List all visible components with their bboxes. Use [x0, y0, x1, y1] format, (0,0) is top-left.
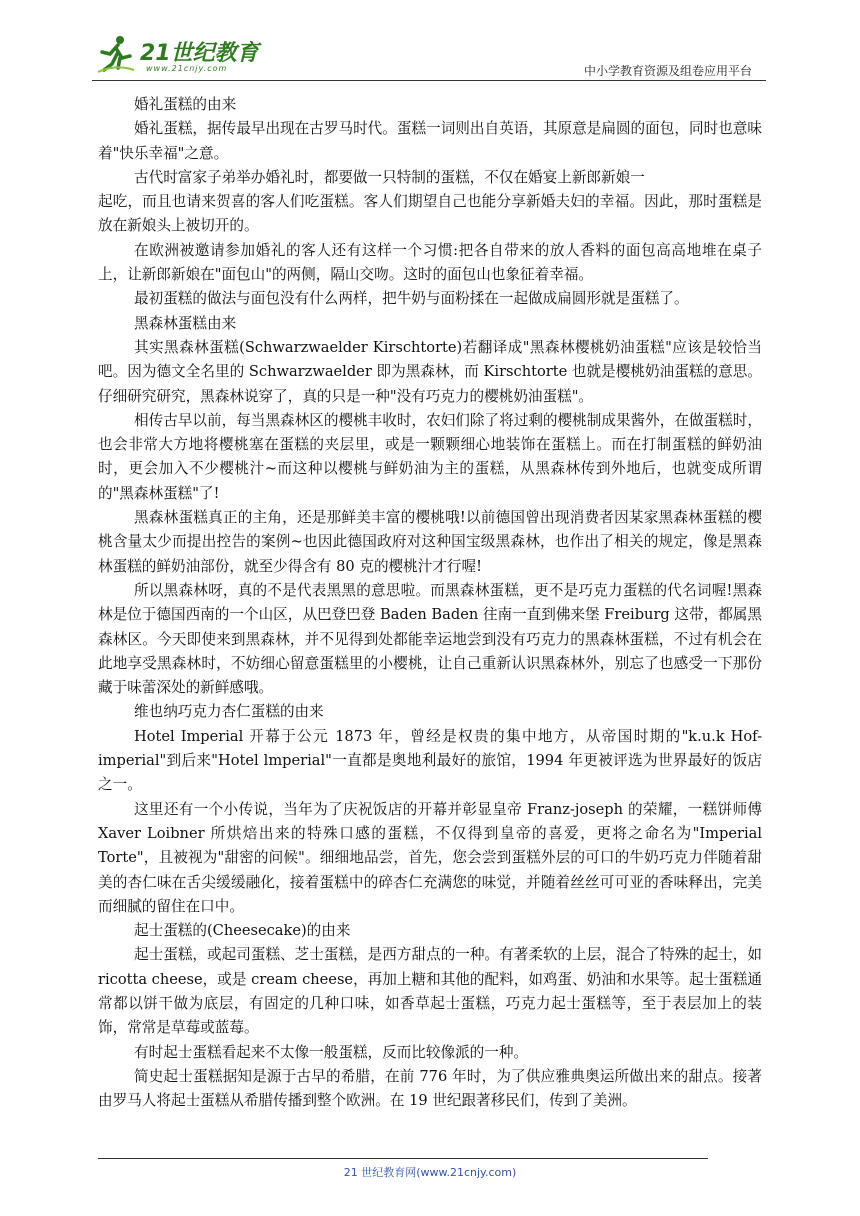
paragraph: 最初蛋糕的做法与面包没有什么两样，把牛奶与面粉揉在一起做成扁圆形就是蛋糕了。 — [134, 290, 689, 308]
footer-divider — [98, 1158, 708, 1159]
page-footer[interactable]: 21 世纪教育网(www.21cnjy.com) — [343, 1166, 517, 1179]
page-header — [92, 30, 766, 82]
paragraph: 黑森林蛋糕真正的主角，还是那鲜美丰富的樱桃哦!以前德国曾出现消费者因某家黑森林蛋糕的樱桃含量太少而提出控告的案例~也因此德国政府对这种国宝级黑森林，也作出了相关的规定，像是黑森林蛋糕的鲜奶油部份，就至少得含有 80 克的樱桃汁才行喔! — [98, 509, 762, 575]
paragraph: 婚礼蛋糕，据传最早出现在古罗马时代。蛋糕一词则出自英语，其原意是扁圆的面包，同时也意味着"快乐幸福"之意。 — [98, 120, 762, 162]
paragraph: 其实黑森林蛋糕(Schwarzwaelder Kirschtorte)若翻译成"黑森林樱桃奶油蛋糕"应该是较恰当吧。因为德文全名里的 Schwarzwaelder 即为黑森林，而 Kirschtorte 也就是樱桃奶油蛋糕的意思。仔细研究研究，黑森林说穿了，真的只是一种"没有巧克力的樱桃奶油蛋糕"。 — [98, 338, 762, 405]
header-divider — [92, 80, 766, 81]
paragraph: 这里还有一个小传说，当年为了庆祝饭店的开幕并彰显皇帝 Franz-joseph 的荣耀，一糕饼师傅 Xaver Loibner 所烘焙出来的特殊口感的蛋糕，不仅得到皇帝的喜爱，更将之命名为"Imperial Torte"，且被视为"甜密的问候"。细细地品尝，首先，您会尝到蛋糕外层的可口的牛奶巧克力伴随着甜美的杏仁味在舌尖缓缓融化，接着蛋糕中的碎杏仁充满您的味觉，并随着丝丝可可亚的香味释出，完美而细腻的留住在口中。 — [98, 800, 762, 915]
paragraph: 相传古早以前，每当黑森林区的樱桃丰收时，农妇们除了将过剩的樱桃制成果酱外，在做蛋糕时，也会非常大方地将樱桃塞在蛋糕的夹层里，或是一颗颗细心地装饰在蛋糕上。而在打制蛋糕的鲜奶油时，更会加入不少樱桃汁~而这种以樱桃与鲜奶油为主的蛋糕，从黑森林传到外地后，也就变成所谓的"黑森林蛋糕"了! — [98, 411, 762, 502]
logo-text: 21世纪教育 — [140, 41, 259, 66]
paragraph: 有时起士蛋糕看起来不太像一般蛋糕，反而比较像派的一种。 — [134, 1043, 529, 1061]
paragraph: 简史起士蛋糕据知是源于古早的希腊，在前 776 年时，为了供应雅典奥运所做出来的甜点。接著由罗马人将起士蛋糕从希腊传播到整个欧洲。在 19 世纪跟著移民们，传到了美洲。 — [98, 1067, 762, 1110]
runner-icon — [96, 34, 136, 74]
paragraph: 所以黑森林呀，真的不是代表黑黑的意思啦。而黑森林蛋糕，更不是巧克力蛋糕的代名词喔!黑森林是位于德国西南的一个山区，从巴登巴登 Baden Baden 往南一直到佛来堡 Freiburg 这带，都属黑森林区。今天即使来到黑森林，并不见得到处都能幸运地尝到没有巧克力的黑森林蛋糕，不过有机会在此地享受黑森林时，不妨细心留意蛋糕里的小樱桃，让自己重新认识黑森林外，别忘了也感受一下那份藏于味蕾深处的新鲜感哦。 — [98, 581, 762, 697]
paragraph: 起士蛋糕，或起司蛋糕、芝士蛋糕，是西方甜点的一种。有著柔软的上层，混合了特殊的起士，如 ricotta cheese，或是 cream cheese，再加上糖和其他的配料，如鸡蛋、奶油和水果等。起士蛋糕通常都以饼干做为底层，有固定的几种口味，如香草起士蛋糕，巧克力起士蛋糕等，至于表层加上的装饰，常常是草莓或蓝莓。 — [98, 946, 762, 1037]
logo-url: www.21cnjy.com — [146, 64, 228, 73]
heading-wedding-cake: 婚礼蛋糕的由来 — [134, 96, 237, 113]
document-body — [98, 93, 762, 1113]
heading-cheesecake: 起士蛋糕的(Cheesecake)的由来 — [134, 922, 351, 940]
site-logo[interactable] — [92, 30, 262, 80]
heading-vienna-cake: 维也纳巧克力杏仁蛋糕的由来 — [134, 703, 324, 721]
paragraph: 古代时富家子弟举办婚礼时，都要做一只特制的蛋糕，不仅在婚宴上新郎新娘一 — [134, 168, 645, 186]
paragraph: Hotel Imperial 开幕于公元 1873 年，曾经是权贵的集中地方，从帝国时期的"k.u.k Hof-imperial"到后来"Hotel lmperial"一直都是奥地利最好的旅馆，1994 年更被评选为世界最好的饭店之一。 — [98, 727, 762, 794]
heading-black-forest: 黑森林蛋糕由来 — [134, 314, 237, 332]
paragraph: 起吃，而且也请来贺喜的客人们吃蛋糕。客人们期望自己也能分享新婚夫妇的幸福。因此，那时蛋糕是放在新娘头上被切开的。 — [98, 193, 762, 235]
paragraph: 在欧洲被邀请参加婚礼的客人还有这样一个习惯:把各自带来的放人香料的面包高高地堆在桌子上，让新郎新娘在"面包山"的两侧，隔山交吻。这时的面包山也象征着幸福。 — [98, 241, 762, 284]
platform-name: 中小学教育资源及组卷应用平台 — [583, 64, 752, 78]
